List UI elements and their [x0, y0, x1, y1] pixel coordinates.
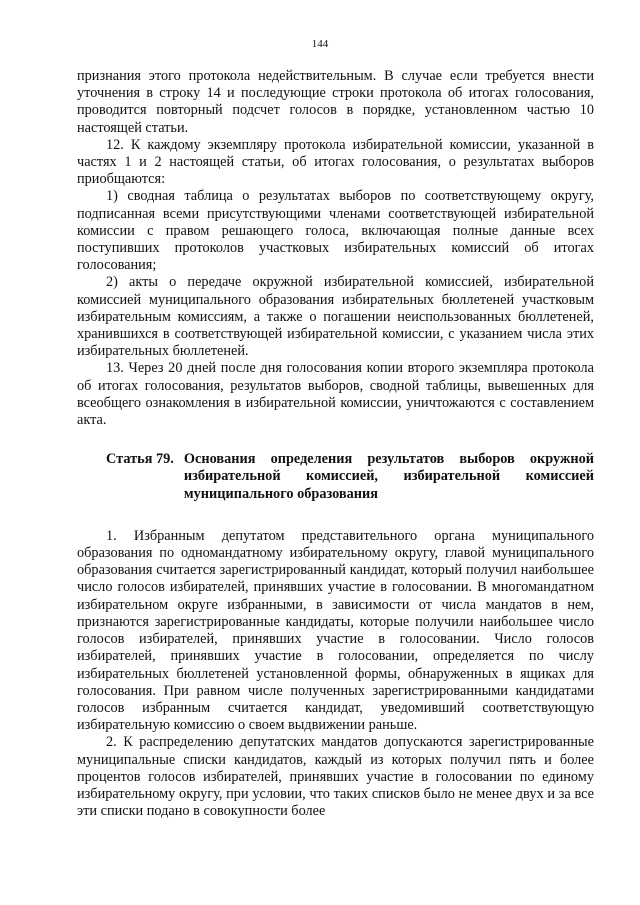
- paragraph: 13. Через 20 дней после дня голосования копии второго экземпляра протокола об итогах голосования, результатов выборов, сводной таблицы, вывешенных для всеобщего ознакомления в избирательной комиссии, уничтожаются с составлением акта.: [77, 360, 594, 429]
- paragraph: 1. Избранным депутатом представительного органа муниципального образования по одномандатному избирательному округу, главой муниципального образования считается зарегистрированный кандидат, который получил наибольшее число голосов избирателей, принявших участие в голосовании. В многомандатном избирательном округе избранными, в зависимости от числа мандатов в нем, признаются зарегистрированные кандидаты, которые получили наибольшее число голосов избирателей, принявших участие в голосовании. Число голосов избирателей, принявших участие в голосовании, определяется по числу избирательных бюллетеней установленной формы, обнаруженных в ящиках для голосования. При равном числе полученных зарегистрированными кандидатами голосов избранным считается кандидат, уведомивший соответствующую избирательную комиссию о своем выдвижении раньше.: [77, 527, 594, 734]
- section-top: [77, 68, 594, 429]
- paragraph: 2) акты о передаче окружной избирательной комиссией, избирательной комиссией муниципального образования избирательных бюллетеней участковым избирательным комиссиям, а также о погашении неиспользованных бюллетеней, хранившихся в соответствующей избирательной комиссии, с указанием числа этих избирательных бюллетеней.: [77, 274, 594, 360]
- paragraph: 1) сводная таблица о результатах выборов по соответствующему округу, подписанная всеми присутствующими членами соответствующей избирательной комиссии с правом решающего голоса, включающая полные данные всех поступивших протоколов участковых избирательных комиссий об итогах голосования;: [77, 188, 594, 274]
- paragraph: 12. К каждому экземпляру протокола избирательной комиссии, указанной в частях 1 и 2 настоящей статьи, об итогах голосования, о результатах выборов приобщаются:: [77, 136, 594, 188]
- article-number: Статья 79.: [106, 451, 174, 468]
- page-number: 144: [311, 38, 329, 50]
- paragraph: 2. К распределению депутатских мандатов допускаются зарегистрированные муниципальные списки кандидатов, каждый из которых получил пять и более процентов голосов избирателей, принявших участие в голосовании по единому избирательному округу, при условии, что таких списков было не менее двух и за все эти списки подано в совокупности более: [77, 734, 594, 820]
- article-title: Основания определения результатов выборов окружной избирательной комиссией, избирательной комиссией муниципального образования: [183, 451, 594, 502]
- section-bottom: [77, 528, 594, 820]
- article-heading: [77, 451, 594, 503]
- document-body: [77, 68, 594, 820]
- paragraph: признания этого протокола недействительным. В случае если требуется внести уточнения в строку 14 и последующие строки протокола об итогах голосования, проводится повторный подсчет голосов в порядке, установленном частью 10 настоящей статьи.: [77, 68, 594, 136]
